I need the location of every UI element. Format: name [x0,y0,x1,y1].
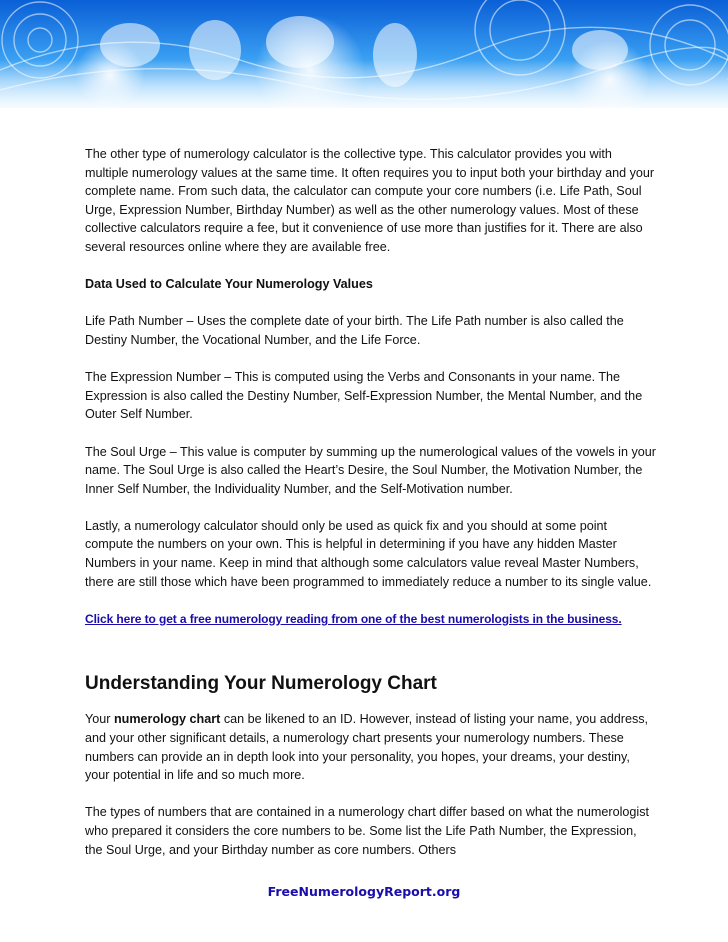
zodiac-banner [0,0,728,108]
paragraph-soul-urge: The Soul Urge – This value is computer by summing up the numerological values of the vowels in your name. The Soul Urge is also called the Heart’s Desire, the Soul Number, the Motivation Number, the Inner Self Number, the Individuality Number, and the Self-Motivation number. [85,444,656,496]
paragraph-life-path: Life Path Number – Uses the complete date of your birth. The Life Path number is also called the Destiny Number, the Vocational Number, and the Life Force. [85,314,624,347]
paragraph-collective-calculator: The other type of numerology calculator is the collective type. This calculator provides you with multiple numerology values at the same time. It often requires you to input both your birthday and your complete name. From such data, the calculator can compute your core numbers (i.e. Life Path, Soul Urge, Expression Number, Birthday Number) as well as the other numerology values. Most of these collective calculators require a fee, but it convenience of use more than justifies for it. There are also several resources online where they are available free. [85,147,655,254]
document-body [85,145,657,878]
footer-site-link[interactable]: FreeNumerologyReport.org [267,884,461,899]
section-heading-numerology-chart: Understanding Your Numerology Chart [85,673,437,695]
free-reading-paragraph [85,610,657,629]
paragraph-expression: The Expression Number – This is computed using the Verbs and Consonants in your name. The Expression is also called the Destiny Number, Self-Expression Number, the Mental Number, and the Outer Self Number. [85,370,643,422]
paragraph-lastly: Lastly, a numerology calculator should only be used as quick fix and you should at some point compute the numbers on your own. This is helpful in determining if you have any hidden Master Numbers in your name. Keep in mind that although some calculators value reveal Master Numbers, there are still those which have been programmed to immediately reduce a number to its single value. [85,518,652,589]
paragraph-types-of-numbers: The types of numbers that are contained in a numerology chart differ based on what the numerologist who prepared it considers the core numbers to be. Some list the Life Path Number, the Expression, the Soul Urge, and your Birthday number as core numbers. Others [85,805,650,857]
paragraph-chart-id [85,710,657,784]
numerology-chart-bold: numerology chart [113,712,221,727]
zodiac-banner-art [0,0,728,108]
p6-rest: can be likened to an ID. However, instead of listing your name, you address, and your other significant details, a numerology chart presents your numerology numbers. These numbers can provide an in depth look into your personality, you hopes, your dreams, your destiny, your potential in life and so much more. [85,712,649,783]
p6-lead: Your [85,712,114,727]
subheading-data-used: Data Used to Calculate Your Numerology Values [85,277,373,292]
page-footer [0,883,728,901]
free-reading-link[interactable]: Click here to get a free numerology reading from one of the best numerologists in the business. [85,611,622,626]
